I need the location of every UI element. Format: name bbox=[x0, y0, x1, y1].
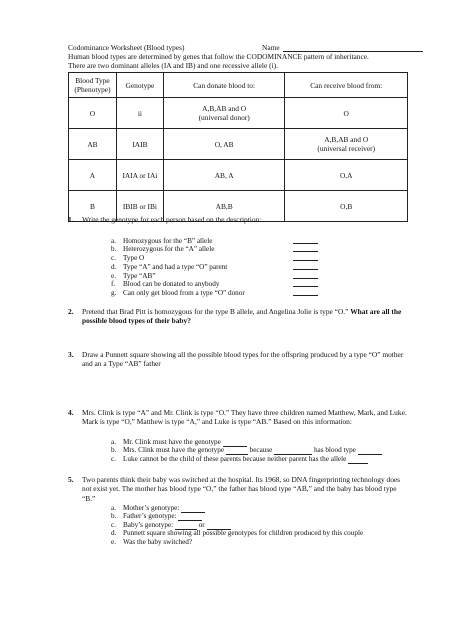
answer-blank[interactable] bbox=[274, 447, 312, 455]
answer-blank[interactable] bbox=[293, 278, 318, 279]
answer-blank[interactable] bbox=[293, 260, 318, 261]
donate-value: A,B,AB and O bbox=[202, 104, 247, 113]
question-text: Pretend that Brad Pitt is homozygous for the type B allele, and Angelina Jolie is type “O.” What are all the possible blood types of their baby? bbox=[82, 307, 402, 326]
list-item: e. Type “AB” bbox=[111, 272, 156, 280]
receive-value: O,A bbox=[339, 170, 353, 180]
list-item: d. Punnett square showing all possible genotypes for children produced by this couple bbox=[111, 529, 364, 537]
receive-value: O,B bbox=[340, 201, 353, 211]
donate-value: AB,B bbox=[215, 201, 233, 211]
question-number: 2. bbox=[68, 307, 74, 316]
list-item: e. Was the baby switched? bbox=[111, 538, 193, 546]
genotype-cell: ii bbox=[116, 98, 163, 129]
answer-blank[interactable] bbox=[293, 286, 318, 287]
table-row bbox=[69, 160, 408, 191]
question-1 bbox=[68, 215, 408, 224]
list-item: b. Mrs. Clink must have the genotype because has blood type bbox=[111, 446, 382, 455]
list-item: g. Can only get blood from a type “O” donor bbox=[111, 289, 245, 297]
receive-value: O bbox=[343, 108, 349, 118]
question-text: Mrs. Clink is type “A” and Mr. Clink is type “O.” They have three children named Matthew, Mark, and Luke. Mark is type “O,” Matthew is type “A,” and Luke is type “AB.” Based on this information: bbox=[82, 408, 407, 427]
list-item: c. Type O bbox=[111, 254, 145, 262]
donate-cell bbox=[163, 98, 285, 129]
table-row bbox=[69, 98, 408, 129]
intro-line-2: There are two dominant alleles (IA and IB) and one recessive allele (i). bbox=[68, 61, 278, 70]
header-donate: Can donate blood to: bbox=[163, 73, 285, 98]
question-text: Draw a Punnett square showing all the possible blood types for the offspring produced by a type “O” mother and an a Type “AB” father bbox=[82, 350, 404, 369]
genotype-cell: IBIB or IBi bbox=[116, 191, 163, 222]
header-phenotype: Blood Type (Phenotype) bbox=[69, 73, 117, 98]
list-item: c. Luke cannot be the child of these parents because neither parent has the allele bbox=[111, 455, 368, 464]
question-text: Two parents think their baby was switched at the hospital. Its 1968, so DNA fingerprinting technology does not exist yet. The mother has blood type “O,” the father has blood type “AB,” and the baby has blood type “B.” bbox=[82, 475, 401, 503]
name-field[interactable] bbox=[262, 43, 423, 52]
question-number: 4. bbox=[68, 408, 74, 417]
genotype-cell: IAIB bbox=[116, 129, 163, 160]
worksheet-title: Codominance Worksheet (Blood types) bbox=[68, 43, 185, 52]
genotype-cell: IAIA or IAi bbox=[116, 160, 163, 191]
donate-value: AB, A bbox=[214, 170, 234, 180]
answer-blank[interactable] bbox=[226, 447, 248, 455]
answer-blank[interactable] bbox=[293, 269, 318, 270]
question-number: 3. bbox=[68, 350, 74, 359]
phenotype-cell: AB bbox=[69, 129, 117, 160]
name-line[interactable] bbox=[283, 44, 423, 52]
blood-type-table bbox=[68, 72, 408, 222]
table-row bbox=[69, 129, 408, 160]
header-genotype: Genotype bbox=[116, 73, 163, 98]
receive-value: A,B,AB and O bbox=[324, 135, 369, 144]
intro-line-1: Human blood types are determined by genes that follow the CODOMINANCE pattern of inheritance. bbox=[68, 52, 369, 61]
donate-cell bbox=[163, 160, 285, 191]
receive-note: (universal receiver) bbox=[317, 144, 376, 153]
list-item: b. Father’s genotype: bbox=[111, 512, 202, 521]
phenotype-cell: O bbox=[69, 98, 117, 129]
donate-cell bbox=[163, 129, 285, 160]
answer-blank[interactable] bbox=[293, 243, 318, 244]
donate-value: O, AB bbox=[214, 139, 234, 149]
question-2 bbox=[68, 307, 408, 326]
phenotype-cell: A bbox=[69, 160, 117, 191]
receive-cell bbox=[285, 160, 408, 191]
name-label: Name bbox=[262, 43, 280, 52]
phenotype-cell: B bbox=[69, 191, 117, 222]
answer-blank[interactable] bbox=[348, 456, 368, 464]
list-item: a. Mr. Clink must have the genotype bbox=[111, 438, 247, 447]
list-item: b. Heterozygous for the “A” allele bbox=[111, 245, 215, 253]
answer-blank[interactable] bbox=[178, 513, 202, 521]
question-number: 1. bbox=[68, 215, 74, 224]
list-item: f. Blood can be donated to anybody bbox=[111, 280, 220, 288]
donate-note: (universal donor) bbox=[198, 113, 250, 122]
question-4 bbox=[68, 408, 408, 427]
question-text: Write the genotype for each person based on the description: bbox=[82, 215, 262, 224]
list-item: d. Type “A” and had a type “O” parent bbox=[111, 263, 228, 271]
answer-blank[interactable] bbox=[293, 295, 318, 296]
answer-blank[interactable] bbox=[358, 447, 382, 455]
question-number: 5. bbox=[68, 475, 74, 484]
list-item: c. Baby’s genotype: or bbox=[111, 521, 231, 530]
list-item: a. Mother’s genotype: bbox=[111, 504, 205, 513]
table-header-row bbox=[69, 73, 408, 98]
receive-cell bbox=[285, 129, 408, 160]
question-5 bbox=[68, 475, 408, 503]
list-item: a. Homozygous for the “B” allele bbox=[111, 237, 213, 245]
question-3 bbox=[68, 350, 408, 369]
answer-blank[interactable] bbox=[293, 251, 318, 252]
header-receive: Can receive blood from: bbox=[285, 73, 408, 98]
receive-cell bbox=[285, 98, 408, 129]
